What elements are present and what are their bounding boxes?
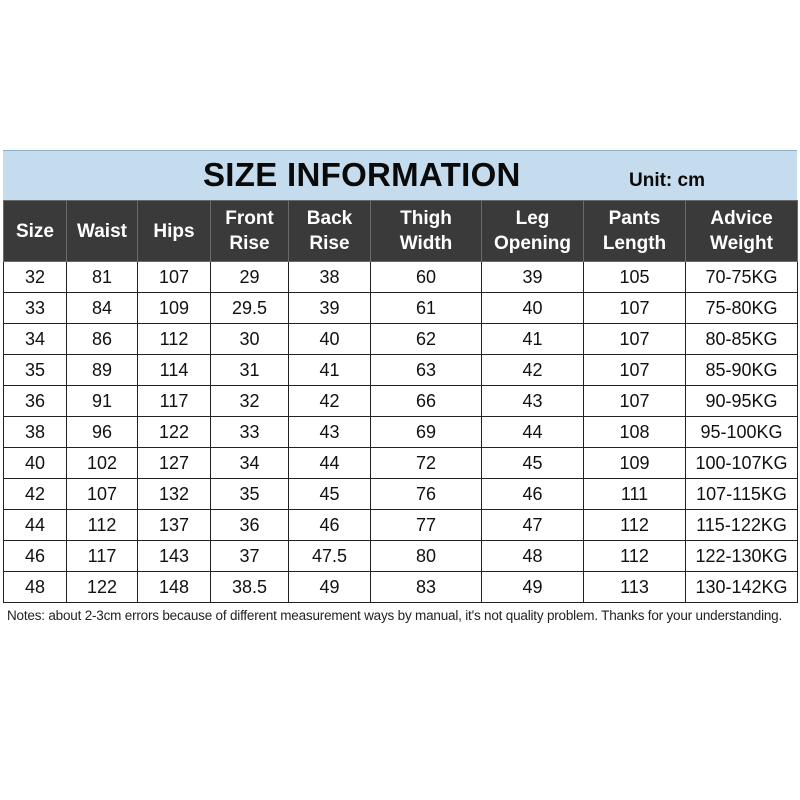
table-cell: 35 <box>4 355 67 386</box>
table-cell: 75-80KG <box>686 293 798 324</box>
table-row <box>4 262 798 293</box>
table-row <box>4 324 798 355</box>
table-cell: 80 <box>371 541 482 572</box>
col-header-thigh-width: Thigh Width <box>371 201 482 262</box>
table-cell: 84 <box>67 293 138 324</box>
table-cell: 44 <box>289 448 371 479</box>
table-body <box>4 262 798 603</box>
table-cell: 60 <box>371 262 482 293</box>
table-cell: 90-95KG <box>686 386 798 417</box>
col-header-advice-weight: Advice Weight <box>686 201 798 262</box>
table-cell: 36 <box>211 510 289 541</box>
col-header-front-rise: Front Rise <box>211 201 289 262</box>
table-cell: 107 <box>584 386 686 417</box>
size-table <box>3 200 798 603</box>
table-cell: 62 <box>371 324 482 355</box>
table-cell: 107-115KG <box>686 479 798 510</box>
table-cell: 32 <box>211 386 289 417</box>
table-cell: 107 <box>584 293 686 324</box>
table-cell: 112 <box>584 510 686 541</box>
table-cell: 127 <box>138 448 211 479</box>
chart-title: SIZE INFORMATION <box>203 156 521 193</box>
table-cell: 72 <box>371 448 482 479</box>
table-cell: 112 <box>138 324 211 355</box>
table-cell: 102 <box>67 448 138 479</box>
table-cell: 132 <box>138 479 211 510</box>
col-header-hips: Hips <box>138 201 211 262</box>
table-row <box>4 386 798 417</box>
table-cell: 86 <box>67 324 138 355</box>
table-cell: 30 <box>211 324 289 355</box>
table-cell: 33 <box>211 417 289 448</box>
header-row <box>4 201 798 262</box>
table-cell: 40 <box>482 293 584 324</box>
table-cell: 83 <box>371 572 482 603</box>
table-cell: 43 <box>482 386 584 417</box>
table-cell: 31 <box>211 355 289 386</box>
table-cell: 115-122KG <box>686 510 798 541</box>
table-cell: 130-142KG <box>686 572 798 603</box>
table-cell: 41 <box>289 355 371 386</box>
table-cell: 107 <box>67 479 138 510</box>
table-cell: 112 <box>67 510 138 541</box>
table-cell: 46 <box>4 541 67 572</box>
table-cell: 148 <box>138 572 211 603</box>
table-cell: 61 <box>371 293 482 324</box>
table-cell: 63 <box>371 355 482 386</box>
table-cell: 42 <box>482 355 584 386</box>
table-cell: 35 <box>211 479 289 510</box>
table-cell: 117 <box>138 386 211 417</box>
table-cell: 43 <box>289 417 371 448</box>
table-cell: 122 <box>138 417 211 448</box>
table-cell: 38.5 <box>211 572 289 603</box>
table-row <box>4 479 798 510</box>
table-cell: 29.5 <box>211 293 289 324</box>
table-cell: 89 <box>67 355 138 386</box>
table-cell: 113 <box>584 572 686 603</box>
col-header-back-rise: Back Rise <box>289 201 371 262</box>
table-cell: 100-107KG <box>686 448 798 479</box>
table-cell: 114 <box>138 355 211 386</box>
notes-text: Notes: about 2-3cm errors because of different measurement ways by manual, it's not quality problem. Thanks for your understanding. <box>7 608 783 623</box>
table-row <box>4 448 798 479</box>
table-row <box>4 293 798 324</box>
table-cell: 143 <box>138 541 211 572</box>
table-cell: 49 <box>482 572 584 603</box>
table-cell: 70-75KG <box>686 262 798 293</box>
table-cell: 49 <box>289 572 371 603</box>
table-cell: 81 <box>67 262 138 293</box>
table-cell: 44 <box>4 510 67 541</box>
col-header-waist: Waist <box>67 201 138 262</box>
table-cell: 34 <box>211 448 289 479</box>
table-cell: 85-90KG <box>686 355 798 386</box>
table-cell: 117 <box>67 541 138 572</box>
title-bar <box>3 150 797 200</box>
table-cell: 96 <box>67 417 138 448</box>
table-cell: 44 <box>482 417 584 448</box>
table-cell: 109 <box>138 293 211 324</box>
table-cell: 107 <box>138 262 211 293</box>
table-cell: 76 <box>371 479 482 510</box>
table-cell: 39 <box>289 293 371 324</box>
table-cell: 80-85KG <box>686 324 798 355</box>
size-chart <box>3 150 797 624</box>
table-cell: 46 <box>289 510 371 541</box>
table-cell: 42 <box>4 479 67 510</box>
col-header-leg-opening: Leg Opening <box>482 201 584 262</box>
table-cell: 34 <box>4 324 67 355</box>
unit-label: Unit: cm <box>629 170 705 191</box>
table-cell: 105 <box>584 262 686 293</box>
table-cell: 36 <box>4 386 67 417</box>
table-cell: 40 <box>4 448 67 479</box>
table-cell: 38 <box>4 417 67 448</box>
table-cell: 137 <box>138 510 211 541</box>
table-cell: 38 <box>289 262 371 293</box>
table-cell: 45 <box>482 448 584 479</box>
table-cell: 107 <box>584 355 686 386</box>
table-cell: 47.5 <box>289 541 371 572</box>
table-row <box>4 510 798 541</box>
table-cell: 45 <box>289 479 371 510</box>
table-cell: 47 <box>482 510 584 541</box>
table-cell: 48 <box>4 572 67 603</box>
table-cell: 95-100KG <box>686 417 798 448</box>
table-cell: 108 <box>584 417 686 448</box>
table-cell: 122-130KG <box>686 541 798 572</box>
table-row <box>4 541 798 572</box>
table-cell: 41 <box>482 324 584 355</box>
table-cell: 39 <box>482 262 584 293</box>
table-cell: 91 <box>67 386 138 417</box>
table-cell: 77 <box>371 510 482 541</box>
table-row <box>4 572 798 603</box>
table-cell: 66 <box>371 386 482 417</box>
table-cell: 46 <box>482 479 584 510</box>
table-cell: 29 <box>211 262 289 293</box>
table-cell: 42 <box>289 386 371 417</box>
table-cell: 111 <box>584 479 686 510</box>
table-cell: 69 <box>371 417 482 448</box>
table-cell: 109 <box>584 448 686 479</box>
table-cell: 37 <box>211 541 289 572</box>
table-cell: 112 <box>584 541 686 572</box>
col-header-pants-length: Pants Length <box>584 201 686 262</box>
table-row <box>4 355 798 386</box>
table-cell: 32 <box>4 262 67 293</box>
table-cell: 48 <box>482 541 584 572</box>
col-header-size: Size <box>4 201 67 262</box>
table-cell: 40 <box>289 324 371 355</box>
table-cell: 122 <box>67 572 138 603</box>
table-cell: 33 <box>4 293 67 324</box>
table-cell: 107 <box>584 324 686 355</box>
table-row <box>4 417 798 448</box>
